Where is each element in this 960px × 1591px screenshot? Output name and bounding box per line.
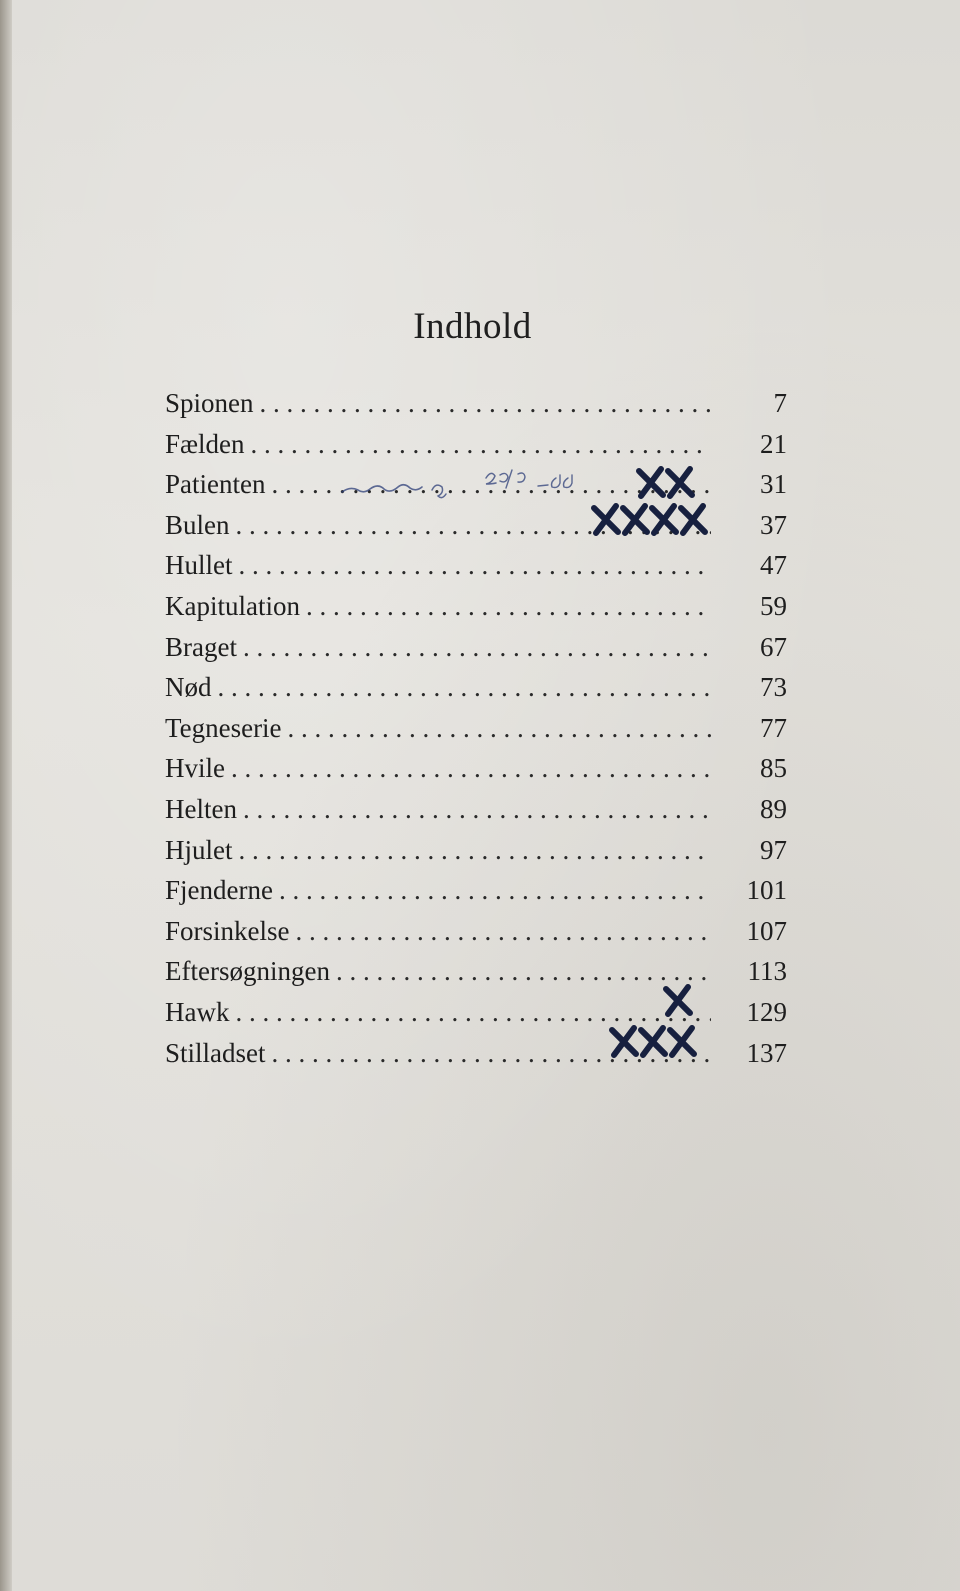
dot-leader <box>260 388 711 419</box>
chapter-title: Spionen <box>165 388 254 418</box>
toc-row <box>165 591 787 632</box>
chapter-page-number: 97 <box>760 834 787 865</box>
chapter-page-number: 89 <box>760 793 787 824</box>
dot-leader <box>288 713 711 744</box>
toc-row <box>165 835 787 876</box>
chapter-page-number: 7 <box>773 388 787 418</box>
toc-row <box>165 875 787 916</box>
chapter-title: Bulen <box>165 509 230 540</box>
chapter-title: Patienten <box>165 469 266 500</box>
chapter-title: Hawk <box>165 996 230 1027</box>
chapter-page-number: 129 <box>746 996 787 1027</box>
chapter-page-number: 107 <box>746 915 787 946</box>
chapter-page-number: 37 <box>760 509 787 540</box>
page-binding-edge <box>0 0 12 1591</box>
chapter-title: Stilladset <box>165 1037 266 1068</box>
chapter-title: Helten <box>165 793 237 824</box>
dot-leader <box>306 591 711 622</box>
chapter-title: Braget <box>165 631 237 662</box>
chapter-page-number: 137 <box>746 1037 787 1068</box>
chapter-page-number: 67 <box>760 631 787 662</box>
table-of-contents <box>165 388 787 1078</box>
dot-leader <box>336 956 711 987</box>
toc-row <box>165 997 787 1038</box>
chapter-title: Fjenderne <box>165 875 273 906</box>
dot-leader <box>239 835 712 866</box>
chapter-title: Hullet <box>165 550 233 581</box>
dot-leader <box>231 753 711 784</box>
chapter-page-number: 47 <box>760 550 787 581</box>
chapter-title: Nød <box>165 672 212 703</box>
chapter-page-number: 113 <box>747 956 787 987</box>
chapter-page-number: 77 <box>760 712 787 743</box>
chapter-title: Hjulet <box>165 834 233 865</box>
chapter-page-number: 85 <box>760 753 787 784</box>
chapter-title: Eftersøgningen <box>165 956 330 987</box>
chapter-page-number: 101 <box>746 875 787 906</box>
chapter-title: Forsinkelse <box>165 915 290 946</box>
chapter-title: Fælden <box>165 428 245 459</box>
dot-leader <box>272 1038 712 1069</box>
dot-leader <box>239 550 712 581</box>
chapter-page-number: 73 <box>760 672 787 703</box>
toc-row <box>165 1038 787 1079</box>
dot-leader <box>235 997 711 1028</box>
chapter-page-number: 31 <box>760 469 787 500</box>
dot-leader <box>236 510 712 541</box>
toc-row <box>165 672 787 713</box>
chapter-page-number: 21 <box>760 428 787 459</box>
chapter-page-number: 59 <box>760 590 787 621</box>
toc-row <box>165 388 787 429</box>
toc-row <box>165 916 787 957</box>
toc-row <box>165 469 787 510</box>
dot-leader <box>218 672 712 703</box>
dot-leader <box>243 632 711 663</box>
toc-row <box>165 956 787 997</box>
toc-row <box>165 550 787 591</box>
toc-row <box>165 713 787 754</box>
toc-row <box>165 632 787 673</box>
dot-leader <box>279 875 711 906</box>
chapter-title: Kapitulation <box>165 590 300 621</box>
chapter-title: Hvile <box>165 753 225 784</box>
chapter-title: Tegneserie <box>165 712 282 743</box>
toc-row <box>165 794 787 835</box>
toc-row <box>165 753 787 794</box>
toc-row <box>165 429 787 470</box>
dot-leader <box>296 916 712 947</box>
dot-leader <box>243 794 711 825</box>
toc-row <box>165 510 787 551</box>
dot-leader <box>251 429 711 460</box>
page-title: Indhold <box>413 306 532 347</box>
dot-leader <box>271 469 711 500</box>
